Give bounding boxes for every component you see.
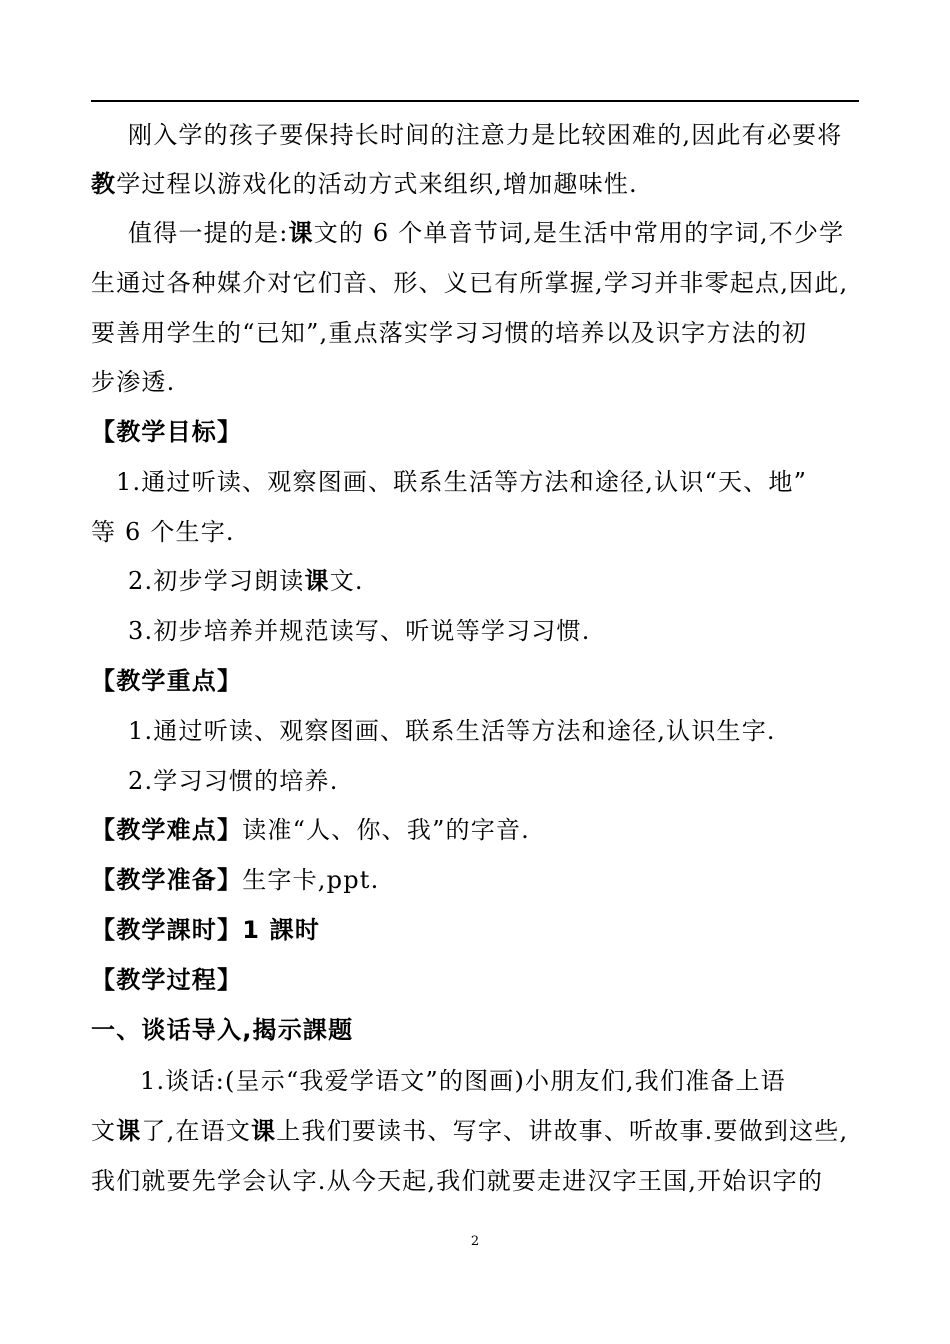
text-run: 上我们要读书、写字、讲故事、听故事.要做到这些, xyxy=(276,1117,849,1145)
text-run: 1.通过听读、观察图画、联系生活等方法和途径,认识生字. xyxy=(128,717,776,745)
intro-paragraph-1-line-2 xyxy=(91,169,638,199)
section-1-line-3 xyxy=(91,1166,823,1196)
objective-1-line-1 xyxy=(116,467,807,497)
preparation-text: 生字卡,ppt. xyxy=(242,866,380,894)
bold-run: 课 xyxy=(288,219,314,247)
text-run: 我们就要先学会认字.从今天起,我们就要走进汉字王国,开始识字的 xyxy=(91,1167,824,1195)
page-number: 2 xyxy=(470,1234,480,1249)
class-hours-heading: 【教学課时】 xyxy=(91,916,243,944)
key-points-heading: 【教学重点】 xyxy=(91,667,243,695)
objective-1-line-2 xyxy=(91,517,235,547)
text-run: 文 xyxy=(91,1117,117,1145)
bold-run: 课 xyxy=(251,1117,277,1145)
text-run: 2.学习习惯的培养. xyxy=(128,767,339,795)
text-run: 了,在语文 xyxy=(141,1117,252,1145)
bold-run: 课 xyxy=(304,567,330,595)
key-point-2 xyxy=(128,766,339,796)
intro-paragraph-1-line-1 xyxy=(128,120,842,150)
preparation-heading: 【教学准备】 xyxy=(91,866,243,894)
text-run: 步渗透. xyxy=(91,368,176,396)
text-run: 1.谈话:(呈示“我爱学语文”的图画)小朋友们,我们准备上语 xyxy=(140,1067,786,1095)
header-rule xyxy=(91,100,859,102)
objective-2 xyxy=(128,566,364,596)
text-run: 1.通过听读、观察图画、联系生活等方法和途径,认识“天、地” xyxy=(116,468,808,496)
section-1-heading: 一、谈话导入,揭示課题 xyxy=(91,1016,354,1044)
bold-run: 课 xyxy=(116,1117,142,1145)
text-run: 值得一提的是: xyxy=(128,219,289,247)
objectives-heading: 【教学目标】 xyxy=(91,418,243,446)
key-point-1 xyxy=(128,716,776,746)
text-run: 生通过各种媒介对它们音、形、义已有所掌握,学习并非零起点,因此, xyxy=(91,269,849,297)
text-run: 3.初步培养并规范读写、听说等学习习惯. xyxy=(128,617,591,645)
section-1-line-2 xyxy=(91,1116,848,1146)
text-run: 2.初步学习朗读 xyxy=(128,567,305,595)
intro-paragraph-2-line-3 xyxy=(91,318,807,348)
difficulties-line xyxy=(91,815,530,845)
preparation-line xyxy=(91,865,379,895)
text-run: 刚入学的孩子要保持长时间的注意力是比较困难的,因此有必要将 xyxy=(128,121,843,149)
intro-paragraph-2-line-4 xyxy=(91,367,175,397)
text-run: 文. xyxy=(329,567,364,595)
text-run: 等 6 个生字. xyxy=(91,518,235,546)
difficulties-text: 读准“人、你、我”的字音. xyxy=(242,816,530,844)
text-run: 要善用学生的“已知”,重点落实学习习惯的培养以及识字方法的初 xyxy=(91,319,808,347)
bold-run: 教 xyxy=(91,170,117,198)
class-hours-text: 1 課时 xyxy=(242,916,321,944)
intro-paragraph-2-line-1 xyxy=(128,218,844,248)
section-1-line-1 xyxy=(140,1066,786,1096)
objective-3 xyxy=(128,616,591,646)
class-hours-line xyxy=(91,915,320,945)
text-run: 学过程以游戏化的活动方式来组织,增加趣味性. xyxy=(116,170,638,198)
difficulties-heading: 【教学难点】 xyxy=(91,816,243,844)
intro-paragraph-2-line-2 xyxy=(91,268,848,298)
process-heading: 【教学过程】 xyxy=(91,966,243,994)
text-run: 文的 6 个单音节词,是生活中常用的字词,不少学 xyxy=(313,219,845,247)
